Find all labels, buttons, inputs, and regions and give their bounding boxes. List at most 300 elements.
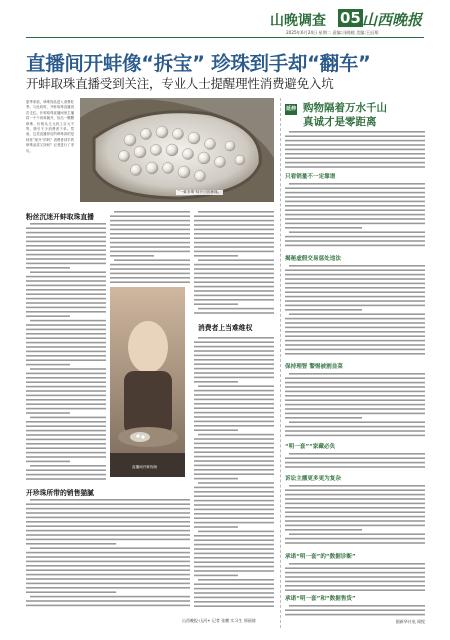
text-line [285,149,425,151]
sidebar-text-g [285,562,425,592]
sidebar-text-d [285,372,425,438]
text-line [26,583,190,585]
sidebar-text-h [285,604,425,618]
text-line [285,296,425,298]
text-line [26,359,106,361]
text-line [285,395,425,397]
text-line [194,487,274,489]
text-line [285,153,425,155]
text-line [26,355,106,357]
text-line [285,331,425,333]
text-line [26,395,106,397]
text-line [26,408,106,410]
text-line [285,192,425,194]
text-line [194,513,274,515]
text-line [194,592,274,594]
text-line [285,305,425,307]
text-line [26,302,106,304]
text-line [198,308,274,310]
text-line [194,522,274,524]
text-line [285,205,425,207]
text-line [26,245,106,247]
text-line [194,557,274,559]
section-heading-1: 粉丝沉迷开蚌取珠直播 [26,213,94,221]
text-line [194,473,274,475]
text-line [289,183,425,185]
text-line [26,249,106,251]
text-line [26,430,106,432]
text-line [285,489,425,491]
text-line [26,351,106,353]
text-line [30,465,106,467]
text-line [26,478,106,480]
text-line [285,223,425,225]
text-line [194,359,274,361]
text-line [198,531,274,533]
text-line [285,520,425,522]
text-line [289,533,425,535]
text-line [110,237,190,239]
text-line [289,231,425,233]
text-line [194,601,274,603]
text-line [194,390,274,392]
text-line [26,425,106,427]
text-line [26,521,190,523]
text-line [198,482,274,484]
text-line [285,291,425,293]
text-line [194,509,274,511]
text-line [285,335,425,337]
text-line [285,585,425,587]
text-line [285,300,425,302]
top-photo-caption: “一蚌多珠”蚌开出的珍珠。 [178,190,222,194]
text-line [194,268,274,270]
text-line [285,576,425,578]
text-line [26,311,106,313]
text-line [194,443,274,445]
text-line [285,349,425,351]
body-col-1-2-bottom [26,498,190,610]
text-line [26,578,190,580]
sub-headline: 开蚌取珠直播受到关注，专业人士提醒理性消费避免入坑 [26,76,334,91]
text-line [285,507,425,509]
text-line [285,157,425,159]
text-line [26,421,106,423]
text-line [285,494,425,496]
text-line [194,491,274,493]
text-line [194,504,274,506]
text-line [285,187,425,189]
body-col-2 [110,210,190,285]
section-heading-3: 消费者上当难维权 [198,324,253,332]
text-line [285,609,425,611]
text-line [30,320,106,322]
text-line [285,426,425,428]
text-line [289,265,425,267]
text-line [194,421,274,423]
text-line [198,434,274,436]
text-line [194,575,238,577]
text-line [26,439,106,441]
text-line [285,135,425,137]
text-line [194,403,274,405]
text-line [26,434,106,436]
text-line [26,508,190,510]
top-photo [80,98,274,202]
text-line [285,567,425,569]
text-line [285,408,425,410]
text-line [30,271,106,273]
text-line [26,469,106,471]
text-line [26,254,106,256]
text-line [110,281,190,283]
text-line [194,286,274,288]
text-line [285,377,425,379]
section-heading-2: 开珍珠所带的销售猫腻 [26,489,94,497]
text-line [285,318,425,320]
text-line [285,269,425,271]
text-line [194,517,274,519]
text-line [285,166,425,168]
text-line [26,329,106,331]
text-line [285,196,425,198]
text-line [26,461,70,463]
text-line [285,404,425,406]
text-line [194,251,274,253]
text-line [285,391,425,393]
lead-paragraph: 夏季来临，珍珠饰品进入消费旺季。与此同时，开蚌取珠直播再次走红。开蚌取珠直播间里主播将一个个河蚌撬开，捡出一颗颗珍珠，价格从几元到上百元不等，吸引不少消费者下单。然而，这类直播背后的珍珠真的是蚌里“现开”的吗？消费者到手的珍珠品质又如何？记者进行了采访。 [26,100,74,153]
text-line [194,312,274,314]
text-line [110,264,190,266]
text-line [194,553,274,555]
text-line [194,539,274,541]
text-line [285,529,362,531]
text-line [285,344,425,346]
text-line [194,478,238,480]
text-line [26,285,106,287]
text-line [26,386,106,388]
text-line [26,517,190,519]
text-line [194,220,274,222]
text-line [285,399,425,401]
text-line [26,565,190,567]
text-line [194,566,274,568]
text-line [26,456,106,458]
text-line [285,340,425,342]
text-line [26,267,70,269]
text-line [110,242,190,244]
text-line [289,485,425,487]
text-line [194,535,274,537]
text-line [194,548,274,550]
text-line [285,525,425,527]
text-line [194,399,274,401]
text-line [194,425,274,427]
text-line [194,588,274,590]
text-line [110,229,190,231]
text-line [26,474,106,476]
text-line [26,534,190,536]
text-line [26,574,190,576]
text-line [194,605,274,607]
sidebar [280,98,427,628]
text-line [194,277,274,279]
text-line [194,429,238,431]
body-col-3b [194,336,274,610]
text-line [26,561,190,563]
body-col-1a [26,222,106,482]
text-line [30,596,190,598]
text-line [26,556,190,558]
text-line [194,394,274,396]
section-label: 山晚调查 [270,13,326,29]
text-line [194,264,274,266]
text-line [26,512,190,514]
text-line [285,572,425,574]
text-line [26,258,106,260]
text-line [198,579,274,581]
text-line [30,547,190,549]
sidebar-heading-4: “明一套”“家藏必负 [285,444,336,450]
paper-name-logo: 山西晚报 [362,11,423,29]
text-line [26,289,106,291]
text-line [194,583,274,585]
text-line [285,278,425,280]
sidebar-text-b [285,182,425,250]
text-line [26,324,106,326]
text-line [194,460,274,462]
text-line [194,526,238,528]
text-line [26,412,70,414]
text-line [26,539,190,541]
text-line [26,452,106,454]
text-line [194,368,274,370]
text-line [110,246,190,248]
text-line [198,337,274,339]
text-line [285,240,425,242]
text-line [285,144,425,146]
text-line [26,293,106,295]
text-line [285,538,425,540]
text-line [285,214,425,216]
text-line [194,377,274,379]
text-line [285,503,425,505]
text-line [289,373,425,375]
text-line [114,211,190,213]
text-line [26,377,106,379]
text-line [194,597,274,599]
text-line [285,201,425,203]
text-line [194,412,274,414]
text-line [194,355,274,357]
text-line [26,307,106,309]
sidebar-title-2: 真诚才是零距离 [303,116,377,128]
main-headline: 直播间开蚌像“拆宝” 珍珠到手却“翻车” [26,52,371,75]
sidebar-text-c [285,264,425,358]
text-line [26,333,106,335]
sidebar-heading-3: 保持理智 警惕被割韭菜 [285,364,343,370]
text-line [26,276,106,278]
text-line [285,542,425,544]
text-line [26,530,190,532]
text-line [285,209,425,211]
text-line [194,456,274,458]
text-line [26,337,106,339]
text-line [285,274,425,276]
text-line [285,386,425,388]
text-line [194,372,274,374]
text-line [194,500,274,502]
text-line [194,407,274,409]
text-line [285,283,425,285]
text-line [26,227,106,229]
text-line [26,399,106,401]
text-line [26,503,190,505]
text-line [30,223,106,225]
text-line [26,443,106,445]
text-line [285,382,425,384]
sidebar-heading-2: 揭秘虚假交易惩处违法 [285,256,341,262]
text-line [26,600,190,602]
text-line [26,373,106,375]
text-line [194,295,274,297]
text-line [194,224,274,226]
text-line [194,303,238,305]
text-line [26,364,70,366]
text-line [194,447,274,449]
sidebar-heading-5: 诉讼主播更多更为复杂 [285,476,341,482]
text-line [289,605,425,607]
text-line [26,232,106,234]
text-line [194,416,274,418]
text-line [26,403,106,405]
text-line [194,299,274,301]
text-line [26,236,106,238]
text-line [285,498,425,500]
text-line [26,447,106,449]
text-line [285,327,425,329]
text-line [285,227,362,229]
text-line [110,224,190,226]
masthead-rule [26,37,424,38]
text-line [194,229,274,231]
text-line [114,259,190,261]
text-line [285,218,425,220]
text-line [198,259,274,261]
text-line [194,246,274,248]
text-line [194,451,274,453]
text-line [194,273,274,275]
sidebar-byline: 据新华社电 闻悦 [395,619,425,624]
text-line [285,236,425,238]
text-line [285,140,425,142]
text-line [26,280,106,282]
text-line [289,563,425,565]
text-line [26,605,190,607]
text-line [26,525,190,527]
text-line [285,511,425,513]
text-line [194,350,274,352]
text-line [26,298,106,300]
text-line [285,413,425,415]
text-line [26,241,106,243]
text-line [285,322,425,324]
text-line [285,430,425,432]
text-line [194,341,274,343]
text-line [194,233,274,235]
sidebar-tag: 延伸 [285,104,297,115]
text-line [289,421,425,423]
body-col-3 [194,210,274,315]
text-line [26,587,190,589]
mid-photo [110,287,185,477]
text-line [110,233,190,235]
text-line [198,385,274,387]
text-line [26,552,190,554]
sidebar-title-1: 购物隔着万水千山 [303,102,387,114]
mid-photo-caption: 直播间开蚌现场 [132,465,158,469]
text-line [110,255,154,257]
text-line [289,453,425,455]
page-number: 05 [340,9,361,27]
text-line [26,346,106,348]
text-line [194,290,274,292]
text-line [26,381,106,383]
text-line [26,263,106,265]
text-line [26,342,106,344]
text-line [194,495,274,497]
text-line [30,499,190,501]
text-line [289,131,425,133]
masthead [0,0,450,36]
text-line [194,215,274,217]
text-line [194,255,238,257]
text-line [285,309,362,311]
text-line [285,417,362,419]
sidebar-heading-1: 只看销量不一定靠谱 [285,174,336,180]
text-line [110,251,190,253]
text-line [285,466,425,468]
text-line [285,287,425,289]
masthead-meta: 2025年6月24日 星期二 责编:冯晓媛 美编:王辰翔 [286,30,379,35]
text-line [30,368,106,370]
text-line [194,346,274,348]
text-line [194,570,274,572]
sidebar-text-a [285,130,425,170]
sidebar-heading-7: 承诺“明一套”和“数据售货” [285,596,356,602]
footer-byline: 山西晚报·山河+ 记者 张鹏 实习生 郭丽倩 [182,618,256,623]
text-line [285,516,425,518]
text-line [194,469,274,471]
text-line [285,581,425,583]
text-line [26,543,116,545]
text-line [194,363,274,365]
text-line [285,245,425,247]
text-line [285,589,425,591]
text-line [285,435,425,437]
sidebar-text-f [285,484,425,548]
text-line [194,237,274,239]
text-line [285,162,425,164]
text-line [26,591,116,593]
text-line [194,242,274,244]
text-line [110,273,190,275]
text-line [110,277,190,279]
text-line [110,215,190,217]
text-line [194,561,274,563]
text-line [194,381,238,383]
text-line [194,465,274,467]
